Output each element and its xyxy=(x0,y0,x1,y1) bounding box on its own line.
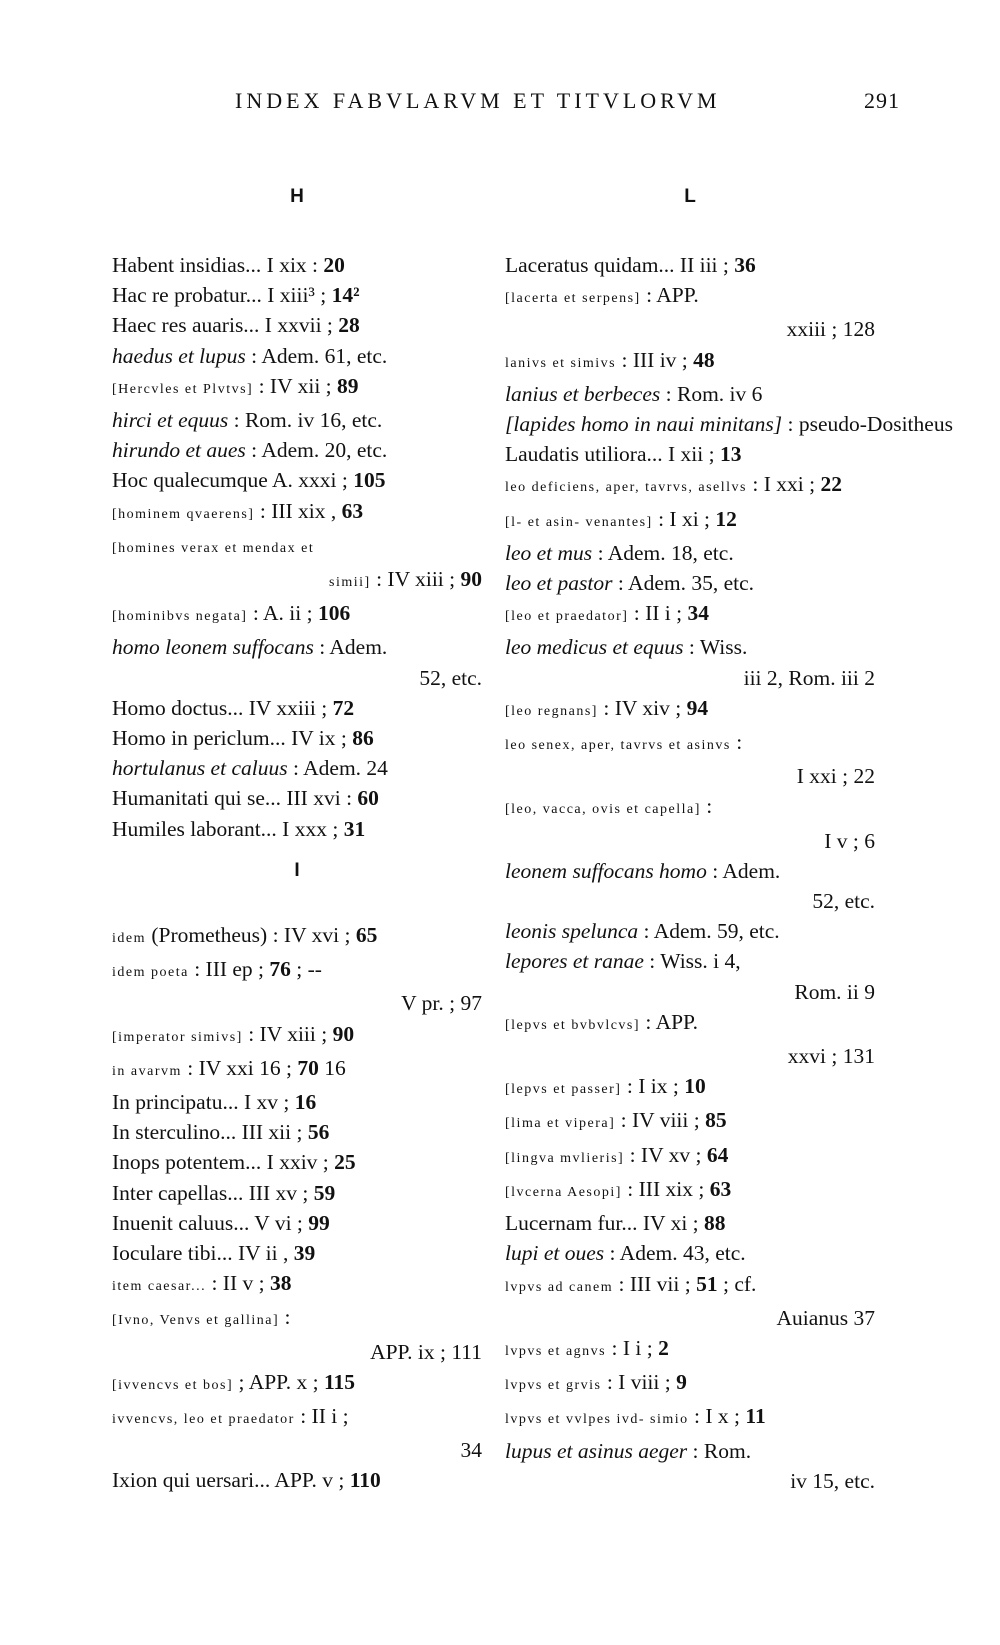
entry-small-caps-title: idem xyxy=(112,931,146,946)
index-entry xyxy=(505,1238,875,1268)
section-letter-l: L xyxy=(684,186,696,207)
index-entry xyxy=(112,465,482,495)
entries-l xyxy=(505,250,953,1496)
entry-small-caps-title: lvpvs et grvis xyxy=(505,1378,602,1394)
entry-small-caps-continuation: simii] xyxy=(329,575,371,591)
entry-reference: In principatu... I xv ; xyxy=(112,1090,295,1115)
entry-reference: : Adem. 24 xyxy=(287,756,388,781)
entry-small-caps-title: [Hercvles et Plvtvs] xyxy=(112,381,254,397)
entry-number: 94 xyxy=(686,695,709,720)
index-entry xyxy=(112,341,482,371)
entry-number: 72 xyxy=(332,695,355,720)
entry-small-caps-title: [Ivno, Venvs et gallina] xyxy=(112,1313,280,1329)
index-entry xyxy=(112,723,482,753)
entry-reference: : III xix ; xyxy=(621,1176,710,1201)
index-entry xyxy=(112,632,482,692)
entry-tail: ; -- xyxy=(290,957,322,982)
entry-number: 90 xyxy=(460,567,482,592)
entry-continuation: iii 2, Rom. iii 2 xyxy=(743,665,875,690)
index-entry xyxy=(505,1174,875,1208)
index-entry xyxy=(505,1208,875,1238)
entry-italic-title: leo et mus xyxy=(505,540,593,565)
entry-number: 10 xyxy=(684,1074,706,1099)
entry-reference: : Adem. 35, etc. xyxy=(612,571,755,596)
entry-italic-title: lepores et ranae xyxy=(505,949,644,974)
entry-number: 105 xyxy=(353,468,386,493)
entry-continuation: I v ; 6 xyxy=(824,828,875,853)
index-entry xyxy=(505,1333,875,1367)
page-number: 291 xyxy=(864,88,900,113)
entry-small-caps-title: [imperator simivs] xyxy=(112,1029,243,1045)
entry-number: 85 xyxy=(705,1108,727,1133)
entry-number: 48 xyxy=(693,347,715,372)
entry-reference: Hac re probatur... I xiii³ ; xyxy=(112,283,332,308)
entry-number: 22 xyxy=(820,472,842,497)
entry-small-caps-title: in avarvm xyxy=(112,1063,182,1079)
index-entry xyxy=(112,280,482,310)
entry-continuation xyxy=(112,564,482,598)
entry-reference: : Wiss. xyxy=(683,635,748,660)
index-entry xyxy=(505,632,875,692)
index-entry xyxy=(112,814,482,844)
entry-small-caps-title: [lacerta et serpens] xyxy=(505,291,641,307)
entry-reference: : I xi ; xyxy=(652,506,716,531)
entry-reference: : III iv ; xyxy=(616,347,694,372)
entry-reference: : Rom. xyxy=(687,1438,752,1463)
index-entry xyxy=(112,1117,482,1147)
entry-reference: Inuenit caluus... V vi ; xyxy=(112,1210,309,1235)
index-entry xyxy=(505,439,875,469)
index-entry xyxy=(505,1007,875,1071)
entry-reference: Lucernam fur... IV xi ; xyxy=(505,1211,705,1236)
index-entry xyxy=(505,345,875,379)
entry-reference: : Adem. 18, etc. xyxy=(592,540,734,565)
entry-number: 38 xyxy=(269,1271,292,1296)
entry-reference: Laudatis utiliora... I xii ; xyxy=(505,442,720,467)
index-entry xyxy=(505,1140,875,1174)
index-entry xyxy=(505,504,875,538)
entry-tail: ; cf. xyxy=(717,1271,757,1296)
entry-number: 11 xyxy=(745,1404,766,1429)
entry-small-caps-title: [hominibvs negata] xyxy=(112,609,248,625)
entry-continuation: V pr. ; 97 xyxy=(401,991,482,1016)
entry-number: 115 xyxy=(323,1369,356,1394)
section-letter-i: I xyxy=(294,860,300,881)
entry-reference: : Adem. xyxy=(313,635,388,660)
entry-number: 51 xyxy=(696,1271,718,1296)
entry-reference: : Rom. iv 6 xyxy=(660,381,763,406)
entry-reference: : IV xiii ; xyxy=(370,567,461,592)
index-entry xyxy=(505,469,875,503)
entry-reference: Homo in periclum... IV ix ; xyxy=(112,726,353,751)
entry-reference: Laceratus quidam... II iii ; xyxy=(505,253,735,277)
entry-reference: Hoc qualecumque A. xxxi ; xyxy=(112,468,354,493)
entry-italic-title: hirundo et aues xyxy=(112,438,246,463)
running-title: INDEX FABVLARVM ET TITVLORVM xyxy=(235,88,721,113)
entry-italic-title: homo leonem suffocans xyxy=(112,635,314,660)
entry-reference: Inops potentem... I xxiv ; xyxy=(112,1150,335,1175)
entry-italic-title: leo medicus et equus xyxy=(505,635,684,660)
entry-number: 16 xyxy=(294,1090,317,1115)
entry-continuation: 52, etc. xyxy=(812,889,875,914)
entry-number: 63 xyxy=(709,1176,732,1201)
entry-reference: : Wiss. i 4, xyxy=(643,949,741,974)
entry-small-caps-title: [l- et asin- venantes] xyxy=(505,514,653,530)
entry-reference: : II v ; xyxy=(206,1271,270,1296)
entry-reference: : IV xv ; xyxy=(624,1142,707,1167)
index-entry xyxy=(505,1105,875,1139)
index-entry xyxy=(505,791,875,855)
index-entry xyxy=(112,753,482,783)
entry-small-caps-title: [leo, vacca, ovis et capella] xyxy=(505,802,701,818)
entry-number: 106 xyxy=(317,601,351,626)
entry-number: 9 xyxy=(676,1370,687,1395)
entry-continuation: 34 xyxy=(460,1438,482,1463)
entry-reference: : xyxy=(730,730,743,755)
index-entry xyxy=(112,250,482,280)
index-entry xyxy=(505,598,875,632)
entry-number: 14² xyxy=(331,283,360,308)
entry-small-caps-title: [lingva mvlieris] xyxy=(505,1150,625,1166)
entry-number: 99 xyxy=(308,1210,330,1235)
entry-number: 36 xyxy=(734,253,756,277)
index-entry xyxy=(112,1178,482,1208)
entry-reference: : pseudo-Dositheus xyxy=(782,412,953,437)
entry-continuation: APP. ix ; 111 xyxy=(370,1339,482,1364)
entry-small-caps-title: [ivvencvs et bos] xyxy=(112,1377,234,1393)
index-entry xyxy=(112,1208,482,1238)
entry-number: 31 xyxy=(343,816,366,841)
entry-reference: : IV viii ; xyxy=(615,1108,706,1133)
index-entry xyxy=(505,856,875,916)
entry-reference: : Adem. 59, etc. xyxy=(638,919,780,944)
entry-reference: : I x ; xyxy=(688,1404,746,1429)
index-entry xyxy=(112,598,482,632)
index-entry xyxy=(505,727,875,791)
entry-reference: : III xix , xyxy=(254,498,342,523)
entry-reference: : IV xiii ; xyxy=(242,1021,333,1046)
entry-reference: : IV xii ; xyxy=(253,373,338,398)
entry-reference: Inter capellas... III xv ; xyxy=(112,1180,314,1205)
entry-continuation: 52, etc. xyxy=(419,665,482,690)
entry-italic-title: lupus et asinus aeger xyxy=(505,1438,688,1463)
index-entry xyxy=(112,1053,482,1087)
entry-reference: : III ep ; xyxy=(188,957,270,982)
entry-reference: : xyxy=(700,794,713,819)
entry-reference: (Prometheus) : IV xvi ; xyxy=(146,923,356,947)
entry-number: 59 xyxy=(313,1180,336,1205)
entry-number: 64 xyxy=(706,1142,729,1167)
entry-number: 56 xyxy=(307,1120,330,1145)
entry-reference: : Rom. iv 16, etc. xyxy=(228,408,383,433)
entry-small-caps-title: lvpvs et vvlpes ivd- simio xyxy=(505,1412,689,1428)
entry-number: 12 xyxy=(715,506,737,531)
index-entry xyxy=(505,1436,875,1496)
entry-number: 60 xyxy=(357,786,379,811)
entry-reference: Ixion qui uersari... APP. v ; xyxy=(112,1468,350,1493)
entry-number: 110 xyxy=(349,1468,381,1493)
index-entry xyxy=(112,371,482,405)
index-entry xyxy=(112,1268,482,1302)
index-entry xyxy=(112,1087,482,1117)
entry-continuation: I xxi ; 22 xyxy=(796,764,875,789)
entry-small-caps-title: leo senex, aper, tavrvs et asinvs xyxy=(505,738,731,754)
entry-number: 39 xyxy=(293,1241,316,1266)
entry-number: 65 xyxy=(355,923,378,947)
entries-i xyxy=(112,920,482,1496)
entry-small-caps-title: leo deficiens, aper, tavrvs, asellvs xyxy=(505,480,747,496)
entry-number: 34 xyxy=(687,601,710,626)
entry-continuation: xxvi ; 131 xyxy=(787,1044,875,1069)
entry-reference: Ioculare tibi... IV ii , xyxy=(112,1241,294,1266)
entry-reference: : xyxy=(279,1305,291,1330)
entry-reference: In sterculino... III xii ; xyxy=(112,1120,308,1145)
entry-continuation: Auianus 37 xyxy=(776,1305,875,1330)
index-entry xyxy=(505,379,875,409)
entry-number: 2 xyxy=(658,1335,669,1360)
entry-reference: : IV xxi 16 ; xyxy=(181,1055,298,1080)
entry-small-caps-title: [hominem qvaerens] xyxy=(112,506,255,522)
index-entry xyxy=(112,1302,482,1366)
index-entry xyxy=(112,405,482,435)
index-entry xyxy=(112,954,482,1018)
entry-small-caps-title: idem poeta xyxy=(112,965,189,981)
entry-number: 89 xyxy=(337,373,359,398)
entry-number: 88 xyxy=(704,1211,726,1236)
index-entry xyxy=(112,310,482,340)
entry-small-caps-title: [leo et praedator] xyxy=(505,609,629,625)
entry-number: 86 xyxy=(352,726,374,751)
entry-small-caps-title: [lepvs et bvbvlcvs] xyxy=(505,1017,641,1033)
entry-italic-title: hirci et equus xyxy=(112,408,229,433)
entry-italic-title: leonis spelunca xyxy=(505,919,639,944)
index-entry xyxy=(505,250,875,280)
entry-reference: : Adem. 43, etc. xyxy=(604,1241,746,1266)
index-entry xyxy=(505,1367,875,1401)
entry-italic-title: [lapides homo in naui minitans] xyxy=(505,412,783,437)
entry-reference: : Adem. xyxy=(706,858,781,883)
entry-reference: ; APP. x ; xyxy=(233,1369,324,1394)
index-entry xyxy=(112,496,482,530)
entry-number: 13 xyxy=(719,442,742,467)
section-letter-h: H xyxy=(290,186,304,207)
entry-reference: : III vii ; xyxy=(613,1271,697,1296)
entry-small-caps-title: [lepvs et passer] xyxy=(505,1082,622,1098)
entry-italic-title: hortulanus et caluus xyxy=(112,756,288,781)
entry-italic-title: haedus et lupus xyxy=(112,343,246,368)
index-entry xyxy=(112,1401,482,1465)
index-entry xyxy=(505,538,875,568)
index-entry xyxy=(112,1019,482,1053)
entry-italic-title: leo et pastor xyxy=(505,571,613,596)
index-entry xyxy=(112,1238,482,1268)
entry-italic-title: lupi et oues xyxy=(505,1241,605,1266)
entry-reference: : I viii ; xyxy=(601,1370,677,1395)
entry-reference: : I i ; xyxy=(606,1335,659,1360)
entry-number: 90 xyxy=(332,1021,355,1046)
index-entry xyxy=(505,568,875,598)
index-entry xyxy=(505,409,953,439)
entry-reference: : Adem. 61, etc. xyxy=(245,343,388,368)
entry-number: 63 xyxy=(341,498,364,523)
entry-number: 70 xyxy=(297,1055,319,1080)
entry-reference: : A. ii ; xyxy=(247,601,318,626)
entry-reference: : I ix ; xyxy=(621,1074,685,1099)
entry-number: 76 xyxy=(269,957,291,982)
entry-reference: Habent insidias... I xix : xyxy=(112,253,324,277)
index-entry xyxy=(505,280,875,344)
entry-reference: : II i ; xyxy=(294,1404,349,1429)
entry-small-caps-title: [homines verax et mendax et xyxy=(112,540,315,556)
entry-italic-title: leonem suffocans homo xyxy=(505,858,707,883)
entry-small-caps-title: lvpvs ad canem xyxy=(505,1279,614,1295)
entry-reference: : I xxi ; xyxy=(746,472,821,497)
entry-reference: : APP. xyxy=(640,1009,699,1034)
index-entry xyxy=(505,1269,875,1333)
entry-small-caps-title: [lima et vipera] xyxy=(505,1116,616,1132)
entry-reference: Humanitati qui se... III xvi : xyxy=(112,786,358,811)
entry-small-caps-title: ivvencvs, leo et praedator xyxy=(112,1412,295,1428)
index-entry xyxy=(505,916,875,946)
entry-reference: : Adem. 20, etc. xyxy=(245,438,388,463)
entry-number: 25 xyxy=(334,1150,356,1175)
entry-continuation: iv 15, etc. xyxy=(790,1468,875,1493)
entry-reference: : APP. xyxy=(640,283,699,308)
index-entry xyxy=(505,693,875,727)
entry-italic-title: lanius et berbeces xyxy=(505,381,661,406)
entry-reference: : IV xiv ; xyxy=(597,695,687,720)
entry-small-caps-title: item caesar... xyxy=(112,1279,207,1295)
entry-continuation: Rom. ii 9 xyxy=(794,979,875,1004)
index-entry xyxy=(112,693,482,723)
entry-small-caps-title: [lvcerna Aesopi] xyxy=(505,1184,622,1200)
index-entry xyxy=(505,946,875,1006)
entries-h xyxy=(112,250,482,844)
entry-small-caps-title: lanivs et simivs xyxy=(505,355,617,371)
entry-small-caps-title: lvpvs et agnvs xyxy=(505,1343,607,1359)
entry-reference: Homo doctus... IV xxiii ; xyxy=(112,695,333,720)
entry-reference: Haec res auaris... I xxvii ; xyxy=(112,313,339,338)
index-entry xyxy=(505,1401,875,1435)
entry-reference: : II i ; xyxy=(628,601,688,626)
entry-tail: 16 xyxy=(318,1055,346,1080)
entry-continuation: xxiii ; 128 xyxy=(786,317,875,342)
index-entry xyxy=(112,435,482,465)
index-entry xyxy=(112,530,482,598)
entry-reference: Humiles laborant... I xxx ; xyxy=(112,816,344,841)
entry-small-caps-title: [leo regnans] xyxy=(505,703,598,719)
index-entry xyxy=(505,1071,875,1105)
index-entry xyxy=(112,1465,482,1495)
index-entry xyxy=(112,1367,482,1401)
index-entry xyxy=(112,783,482,813)
index-entry xyxy=(112,1147,482,1177)
entry-number: 28 xyxy=(338,313,360,338)
index-entry xyxy=(112,920,482,954)
entry-number: 20 xyxy=(323,253,345,277)
